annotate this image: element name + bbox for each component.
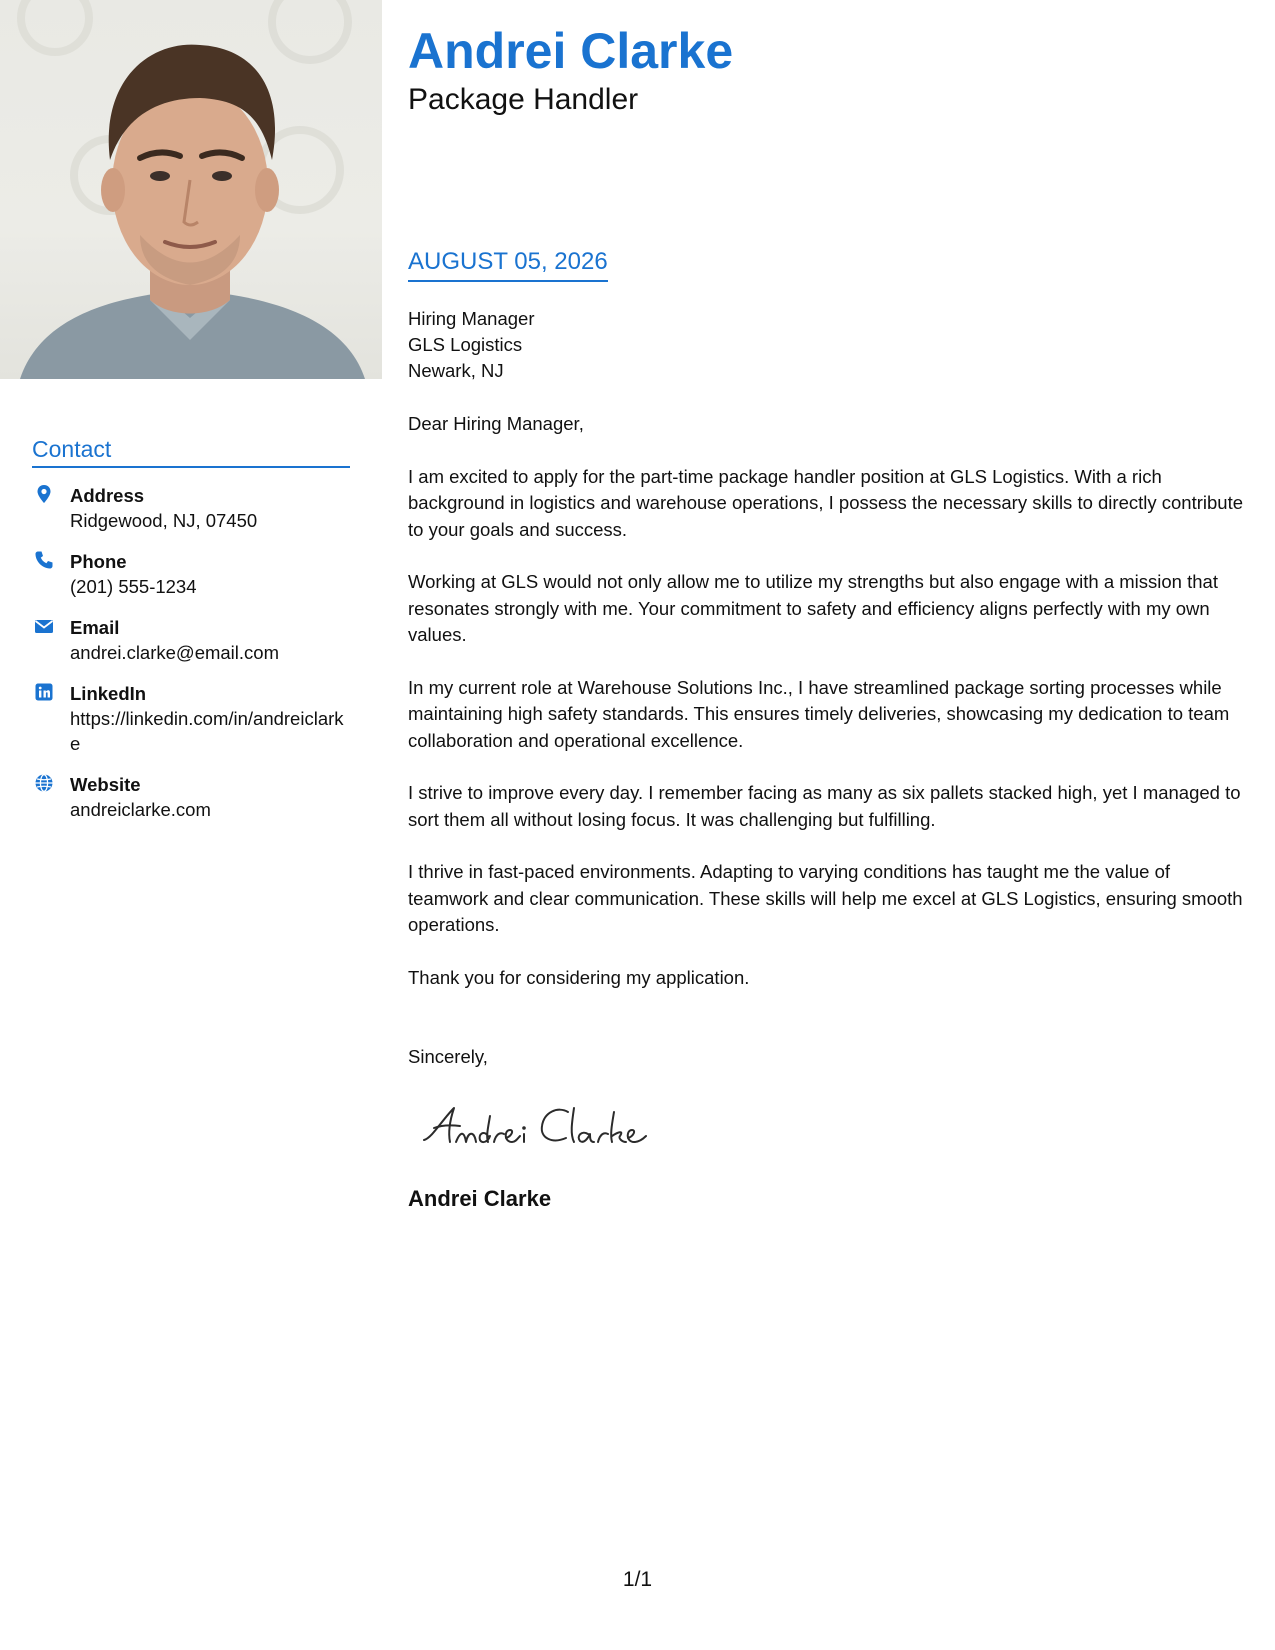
job-title: Package Handler — [408, 83, 639, 116]
contact-value: Ridgewood, NJ, 07450 — [70, 510, 258, 531]
recipient-line: Hiring Manager — [408, 308, 535, 329]
contact-item-website — [32, 772, 350, 822]
letter-paragraph: In my current role at Warehouse Solutions Inc., I have streamlined package sorting processes while maintaining high safety standards. This ensures timely deliveries, showcasing my dedication to team collaboration and operational excellence. — [408, 676, 1230, 751]
recipient-block — [408, 306, 1248, 384]
letter-paragraph: I thrive in fast-paced environments. Adapting to varying conditions has taught me the value of teamwork and clear communication. These skills will help me excel at GLS Logistics, ensuring smooth operations. — [408, 861, 1243, 935]
contact-item-address — [32, 483, 350, 533]
contact-item-phone — [32, 549, 350, 599]
contact-section — [32, 436, 350, 838]
letter-paragraph: I strive to improve every day. I remember facing as many as six pallets stacked high, yet I managed to sort them all without losing focus. It was challenging but fulfilling. — [408, 782, 1241, 830]
letter-paragraph: Thank you for considering my application. — [408, 966, 750, 988]
letter-body — [408, 306, 1248, 1071]
handwritten-signature — [420, 1098, 660, 1158]
globe-icon — [34, 773, 54, 793]
contact-label: Address — [70, 485, 145, 506]
contact-item-email — [32, 615, 350, 665]
page-number: 1/1 — [622, 1568, 653, 1591]
contact-value: (201) 555-1234 — [70, 576, 197, 597]
contact-label: LinkedIn — [70, 683, 147, 704]
email-icon — [34, 616, 54, 636]
website-link[interactable]: andreiclarke.com — [70, 799, 211, 820]
salutation: Dear Hiring Manager, — [408, 413, 584, 434]
recipient-line: Newark, NJ — [408, 360, 504, 381]
phone-icon — [34, 550, 54, 570]
recipient-line: GLS Logistics — [408, 334, 523, 355]
contact-heading: Contact — [32, 436, 350, 468]
contact-value: andrei.clarke@email.com — [70, 642, 279, 663]
linkedin-icon — [34, 682, 54, 702]
signed-name: Andrei Clarke — [408, 1186, 552, 1211]
closing: Sincerely, — [408, 1046, 488, 1067]
applicant-name: Andrei Clarke — [408, 23, 734, 79]
contact-label: Email — [70, 617, 120, 638]
letter-paragraph: I am excited to apply for the part-time package handler position at GLS Logistics. With a rich background in logistics and warehouse operations, I possess the necessary skills to directly contribute to your goals and success. — [408, 465, 1243, 540]
linkedin-link[interactable]: https://linkedin.com/in/andreiclarke — [70, 708, 344, 754]
contact-item-linkedin — [32, 681, 350, 756]
profile-photo — [0, 0, 382, 379]
letter-date: AUGUST 05, 2026 — [408, 248, 608, 282]
location-pin-icon — [34, 484, 54, 504]
contact-label: Phone — [70, 551, 127, 572]
letter-paragraph: Working at GLS would not only allow me to utilize my strengths but also engage with a mission that resonates strongly with me. Your commitment to safety and efficiency aligns perfectly with my own values. — [408, 571, 1218, 645]
contact-label: Website — [70, 774, 141, 795]
